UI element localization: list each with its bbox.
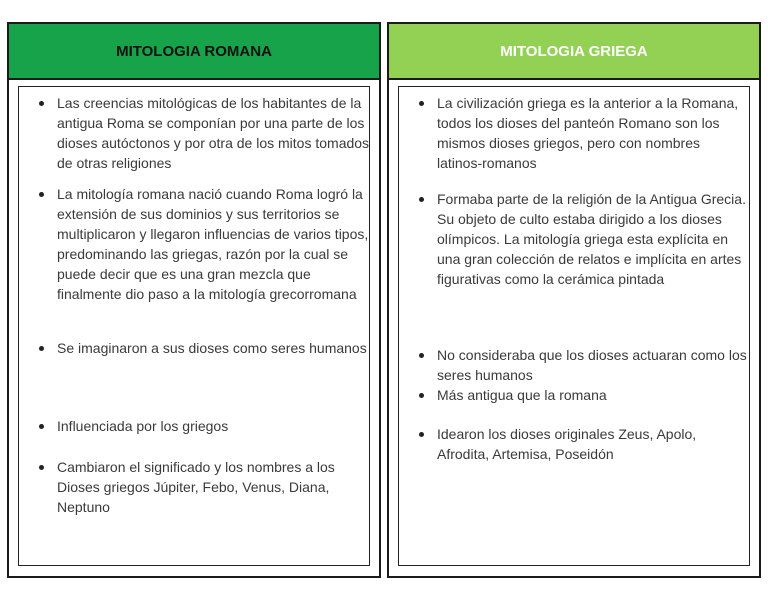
list-item xyxy=(57,457,357,517)
bullet-icon xyxy=(419,353,424,358)
greek-mythology-list-box xyxy=(398,86,750,566)
list-item-text: Las creencias mitológicas de los habitantes de la antigua Roma se componían por una parte de los dioses autóctonos y por otra de los mitos tomados de otras religiones xyxy=(57,95,370,171)
bullet-icon xyxy=(39,346,44,351)
bullet-icon xyxy=(39,192,44,197)
roman-mythology-header: MITOLOGIA ROMANA xyxy=(9,24,379,80)
list-item xyxy=(57,416,377,436)
list-item-text: Se imaginaron a sus dioses como seres humanos xyxy=(57,340,367,356)
bullet-icon xyxy=(419,393,424,398)
bullet-icon xyxy=(419,197,424,202)
list-item xyxy=(437,424,737,464)
bullet-icon xyxy=(419,101,424,106)
list-item xyxy=(57,338,377,358)
list-item xyxy=(57,184,377,304)
list-item-text: Más antigua que la romana xyxy=(437,387,607,403)
list-item-text: Idearon los dioses originales Zeus, Apolo, Afrodita, Artemisa, Poseidón xyxy=(437,426,697,462)
bullet-icon xyxy=(39,424,44,429)
bullet-icon xyxy=(39,101,44,106)
roman-mythology-list-box xyxy=(18,86,370,566)
bullet-icon xyxy=(419,432,424,437)
list-item xyxy=(437,385,747,405)
list-item-text: Influenciada por los griegos xyxy=(57,418,229,434)
bullet-icon xyxy=(39,465,44,470)
list-item-text: La mitología romana nació cuando Roma logró la extensión de sus dominios y sus territorios se multiplicaron y llegaron influencias de varios tipos, predominando las griegas, razón por la cual se puede decir que es una gran mezcla que finalmente dio paso a la mitología grecorromana xyxy=(57,186,369,302)
list-item xyxy=(437,93,747,173)
list-item-text: Cambiaron el significado y los nombres a los Dioses griegos Júpiter, Febo, Venus, Diana, Neptuno xyxy=(57,459,335,515)
list-item-text: No consideraba que los dioses actuaran como los seres humanos xyxy=(437,347,747,383)
greek-mythology-column xyxy=(387,22,761,578)
greek-mythology-header: MITOLOGIA GRIEGA xyxy=(389,24,759,80)
list-item-text: Formaba parte de la religión de la Antigua Grecia. Su objeto de culto estaba dirigido a los dioses olímpicos. La mitología griega esta explícita en una gran colección de relatos e implícita en artes figurativas como la cerámica pintada xyxy=(437,191,746,287)
list-item xyxy=(437,345,747,385)
roman-mythology-column xyxy=(7,22,381,578)
list-item-text: La civilización griega es la anterior a la Romana, todos los dioses del panteón Romano son los mismos dioses griegos, pero con nombres latinos-romanos xyxy=(437,95,739,171)
list-item xyxy=(57,93,377,173)
list-item xyxy=(437,189,747,289)
